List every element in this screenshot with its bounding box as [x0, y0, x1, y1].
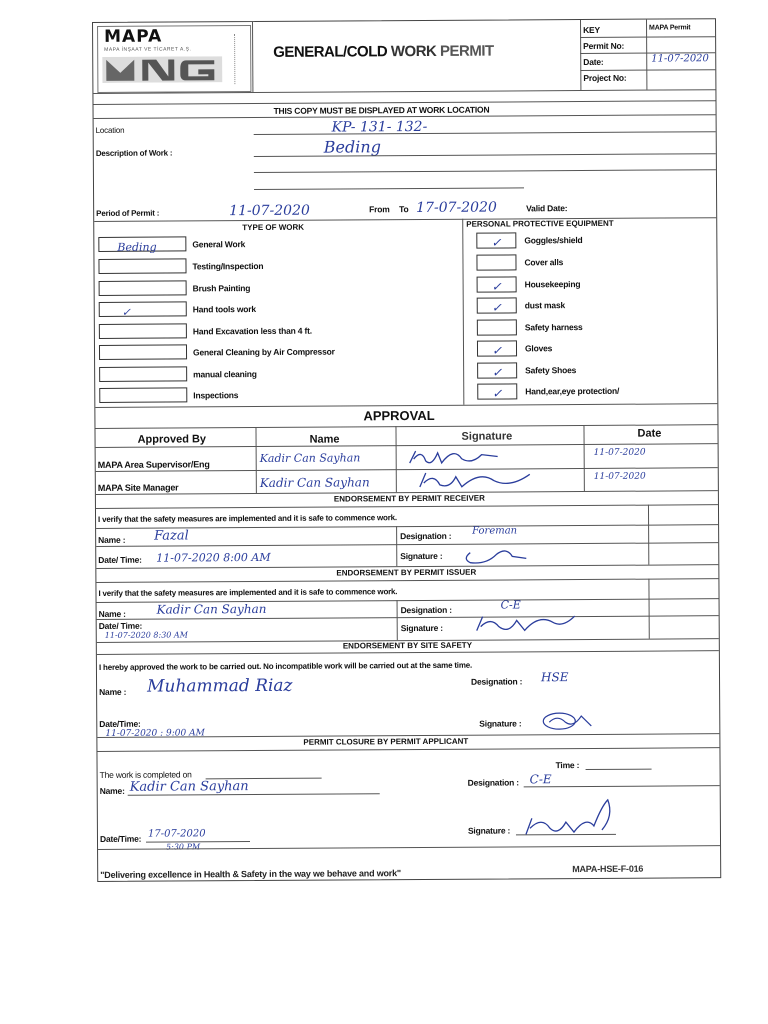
permit-no-label: Permit No:	[583, 40, 625, 52]
approval-signature-1	[402, 444, 522, 469]
form-title	[273, 43, 494, 61]
receiver-name-label: Name :	[98, 534, 126, 545]
site-safety-datetime-label: Date/Time:	[99, 718, 141, 729]
receiver-designation-value: Foreman	[472, 525, 518, 537]
to-label: To	[399, 204, 409, 215]
display-banner: THIS COPY MUST BE DISPLAYED AT WORK LOCATION	[273, 104, 490, 116]
ppe-item-label: Housekeeping	[524, 279, 581, 290]
closure-title: PERMIT CLOSURE BY PERMIT APPLICANT	[303, 736, 469, 747]
ppe-item-label: Goggles/shield	[524, 235, 583, 246]
ppe-mark: ✓	[491, 343, 503, 358]
title-part-3: PERMIT	[436, 42, 494, 60]
ppe-checkbox-housekeeping[interactable]	[477, 276, 517, 292]
ppe-checkbox-safety-harness[interactable]	[477, 319, 517, 335]
issuer-signature	[469, 610, 579, 637]
logo-subtext: MAPA İNŞAAT VE TİCARET A.Ş.	[104, 46, 192, 53]
approval-role: MAPA Site Manager	[97, 482, 179, 493]
logo-graphic	[102, 56, 222, 83]
approval-signature-2	[410, 466, 540, 491]
work-mark: ✓	[121, 305, 132, 319]
closure-date-value: 17-07-2020	[147, 828, 206, 840]
work-item-label: Testing/Inspection	[192, 260, 264, 272]
ppe-item-label: Safety Shoes	[525, 365, 577, 376]
approval-name: Kadir Can Sayhan	[259, 451, 361, 465]
ppe-item-label: Gloves	[524, 343, 553, 354]
key-label: KEY	[583, 24, 600, 36]
work-checkbox-general[interactable]	[98, 236, 186, 252]
approval-title: APPROVAL	[363, 407, 435, 424]
description-value: Beding	[323, 137, 381, 157]
ppe-checkbox-cover-alls[interactable]	[476, 254, 516, 270]
location-value: KP- 131- 132-	[331, 118, 428, 136]
approval-name: Kadir Can Sayhan	[259, 475, 370, 490]
receiver-designation-label: Designation :	[400, 530, 452, 542]
closure-datetime-label: Date/Time:	[99, 833, 142, 844]
site-safety-name-value: Muhammad Riaz	[147, 675, 293, 697]
title-part-2: WORK	[390, 42, 437, 61]
project-no-label: Project No:	[583, 72, 627, 83]
closure-designation-value: C-E	[529, 772, 552, 787]
type-of-work-title: TYPE OF WORK	[242, 222, 305, 233]
work-checkbox-brush-painting[interactable]	[99, 280, 187, 296]
period-to-value: 17-07-2020	[416, 199, 497, 217]
signature-header: Signature	[461, 430, 513, 443]
work-item-label: Brush Painting	[192, 283, 251, 294]
ppe-item-label: Hand,ear,eye protection/	[525, 385, 620, 397]
work-checkbox-air-compressor[interactable]	[99, 344, 187, 360]
site-safety-signature-label: Signature :	[479, 718, 522, 729]
work-checkbox-hand-tools[interactable]	[99, 301, 187, 317]
footer-slogan: "Delivering excellence in Health & Safety in the way we behave and work"	[100, 868, 401, 880]
logo-side-text	[234, 34, 243, 84]
issuer-statement: I verify that the safety measures are implemented and it is safe to commence work.	[98, 587, 398, 598]
receiver-datetime-value: 11-07-2020 8:00 AM	[156, 550, 271, 565]
closure-name-value: Kadir Can Sayhan	[129, 779, 249, 795]
work-item-label: Hand Excavation less than 4 ft.	[192, 325, 312, 337]
date-value: 11-07-2020	[651, 53, 709, 65]
ppe-item-label: Safety harness	[524, 322, 583, 333]
issuer-designation-label: Designation :	[400, 604, 452, 616]
valid-date-label: Valid Date:	[526, 203, 568, 214]
location-label: Location	[95, 125, 125, 135]
site-safety-designation-label: Designation :	[471, 676, 523, 687]
ppe-mark: ✓	[491, 279, 502, 294]
ppe-checkbox-goggles[interactable]	[476, 232, 516, 248]
closure-time-label: Time :	[555, 760, 580, 771]
date-header: Date	[637, 427, 662, 440]
name-header: Name	[309, 433, 340, 446]
site-safety-name-label: Name :	[99, 686, 127, 697]
work-item-label: General Work	[192, 239, 246, 250]
date-label: Date:	[583, 56, 604, 67]
closure-designation-label: Designation :	[467, 777, 519, 788]
ppe-checkbox-hand-ear-eye[interactable]	[477, 383, 517, 399]
closure-signature-label: Signature :	[467, 825, 511, 836]
period-label: Period of Permit :	[96, 208, 160, 218]
closure-time-value: 5:30 PM	[166, 842, 201, 852]
title-part-1: GENERAL/COLD	[273, 43, 391, 61]
site-safety-title: ENDORSEMENT BY SITE SAFETY	[342, 640, 473, 651]
work-checkbox-hand-excavation[interactable]	[99, 323, 187, 339]
site-safety-designation-value: HSE	[540, 670, 569, 685]
closure-name-label: Name:	[99, 785, 125, 796]
issuer-name-label: Name :	[98, 608, 126, 619]
ppe-mark: ✓	[491, 300, 502, 315]
ppe-mark: ✓	[491, 235, 502, 250]
work-checkbox-inspections[interactable]	[99, 387, 187, 403]
permit-form	[92, 18, 721, 882]
site-safety-signature	[537, 708, 607, 732]
ppe-checkbox-dust-mask[interactable]	[477, 297, 517, 313]
issuer-datetime-label: Date/ Time:	[98, 620, 143, 631]
approval-date: 11-07-2020	[593, 447, 646, 458]
issuer-signature-label: Signature :	[400, 622, 443, 634]
work-item-label: General Cleaning by Air Compressor	[192, 346, 335, 358]
footer-code: MAPA-HSE-F-016	[572, 863, 644, 875]
issuer-designation-value: C-E	[500, 598, 521, 612]
approval-role: MAPA Area Supervisor/Eng	[97, 459, 210, 470]
work-item-label: Hand tools work	[192, 304, 256, 315]
ppe-mark: ✓	[492, 365, 503, 380]
logo-wordmark: MAPA	[104, 26, 163, 47]
receiver-signature-label: Signature :	[400, 550, 443, 562]
issuer-datetime-value: 11-07-2020 8:30 AM	[104, 630, 188, 640]
ppe-mark: ✓	[492, 386, 503, 401]
receiver-signature	[456, 542, 546, 565]
site-safety-statement: I hereby approved the work to be carried out. No incompatible work will be carried out at the same time.	[98, 660, 473, 672]
logo	[97, 25, 251, 93]
receiver-name-value: Fazal	[154, 528, 189, 544]
from-label: From	[369, 204, 390, 215]
site-safety-datetime-value: 11-07-2020 : 9:00 AM	[105, 728, 205, 739]
receiver-datetime-label: Date/ Time:	[98, 554, 142, 565]
receiver-statement: I verify that the safety measures are implemented and it is safe to commence work.	[98, 513, 397, 524]
issuer-title: ENDORSEMENT BY PERMIT ISSUER	[336, 567, 477, 578]
work-item-label: Inspections	[193, 390, 239, 401]
completed-label: The work is completed on	[99, 769, 192, 780]
ppe-item-label: Cover alls	[524, 257, 564, 268]
work-checkbox-manual-cleaning[interactable]	[99, 366, 187, 382]
receiver-title: ENDORSEMENT BY PERMIT RECEIVER	[333, 493, 485, 504]
work-mark: Beding	[117, 240, 157, 254]
key-value: MAPA Permit	[649, 24, 691, 32]
issuer-name-value: Kadir Can Sayhan	[156, 601, 267, 617]
ppe-checkbox-safety-shoes[interactable]	[477, 362, 517, 378]
description-label: Description of Work :	[95, 148, 173, 158]
work-item-label: manual cleaning	[193, 369, 257, 380]
closure-signature	[518, 796, 628, 841]
ppe-checkbox-gloves[interactable]	[477, 340, 517, 356]
approval-date: 11-07-2020	[593, 471, 646, 482]
ppe-title: PERSONAL PROTECTIVE EQUIPMENT	[466, 218, 614, 229]
ppe-item-label: dust mask	[524, 300, 566, 311]
approved-by-header: Approved By	[137, 433, 207, 446]
work-checkbox-testing[interactable]	[98, 258, 186, 274]
period-from-value: 11-07-2020	[229, 202, 310, 220]
